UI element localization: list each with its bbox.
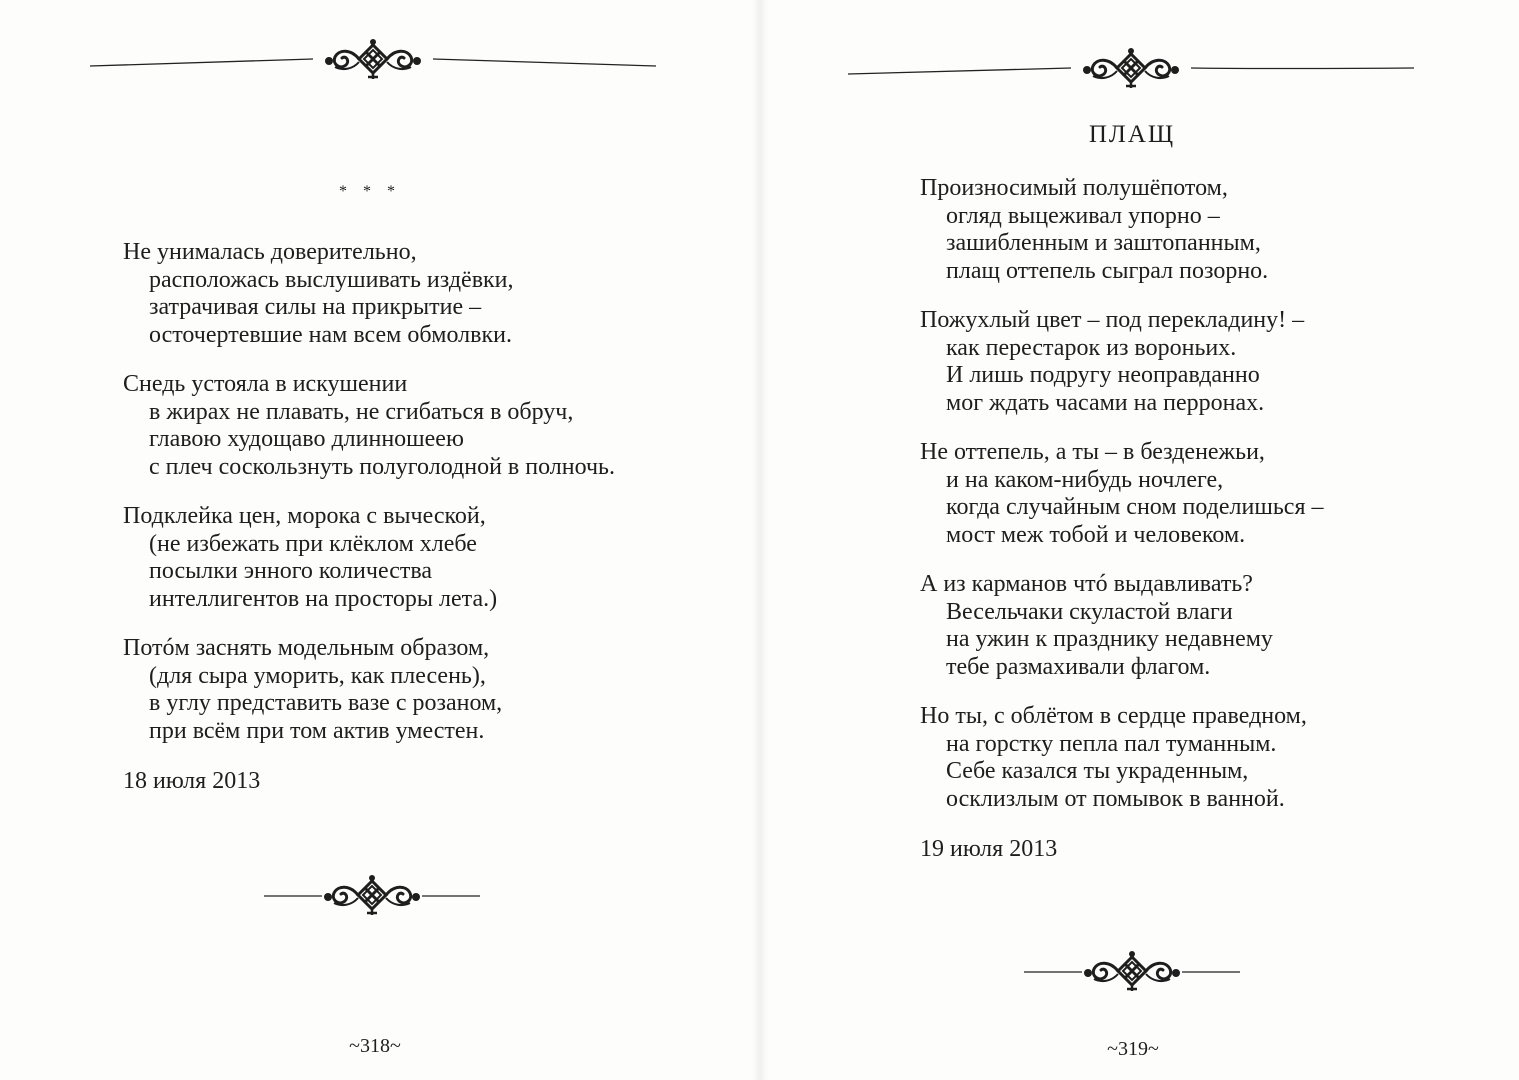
poem-line: (не избежать при клёклом хлебе [149, 530, 477, 557]
poem-line: Себе казался ты украденным, [946, 758, 1249, 784]
poem-line: Произносимый полушёпотом, [920, 175, 1228, 201]
page-number: ~318~ [349, 1035, 401, 1057]
poem-line: при всём при том актив уместен. [149, 717, 485, 744]
top-ornament-icon [846, 44, 1416, 94]
poem-line: расположась выслушивать издёвки, [149, 266, 514, 293]
poem-line: мост меж тобой и человеком. [946, 521, 1246, 548]
stanza [123, 239, 615, 349]
poem-line: когда случайным сном поделишься – [946, 494, 1324, 520]
left-poem [123, 239, 615, 795]
poem-line: с плеч соскользнуть полуголодной в полночь. [149, 453, 615, 480]
stanza [123, 503, 615, 613]
poem-line: плащ оттепель сыграл позорно. [946, 257, 1269, 284]
poem-line: как перестарок из вороньих. [946, 334, 1237, 361]
stanza [920, 439, 1323, 549]
stanza [920, 175, 1323, 285]
right-poem [920, 175, 1323, 863]
bottom-ornament-icon [1022, 950, 1242, 994]
poem-line: и на каком-нибудь ночлеге, [946, 466, 1224, 493]
poem-date: 18 июля 2013 [123, 768, 261, 794]
stanza [123, 371, 615, 481]
poem-line: (для сыра уморить, как плесень), [149, 662, 486, 689]
stanza [123, 635, 615, 745]
poem-line: Снедь устояла в искушении [123, 371, 408, 397]
page-number: ~319~ [1107, 1038, 1159, 1060]
poem-line: в углу представить вазе с розаном, [149, 690, 503, 716]
top-ornament-icon [88, 34, 658, 84]
poem-line: Не оттепель, а ты – в безденежьи, [920, 439, 1265, 465]
poem-line: мог ждать часами на перронах. [946, 389, 1265, 416]
poem-line: на ужин к празднику недавнему [946, 626, 1273, 652]
poem-line: затрачивая силы на прикрытие – [149, 294, 482, 320]
right-page [760, 0, 1519, 1080]
poem-line: Весельчаки скуластой влаги [946, 598, 1233, 625]
stanza [920, 703, 1323, 813]
poem-line: Но ты, с облётом в сердце праведном, [920, 703, 1307, 729]
poem-line: в жирах не плавать, не сгибаться в обруч, [149, 398, 574, 425]
stanza [920, 307, 1323, 417]
poem-line: И лишь подругу неоправданно [946, 362, 1260, 388]
poem-line: зашибленным и заштопанным, [946, 230, 1261, 256]
poem-title: ПЛАЩ [1088, 121, 1176, 148]
poem-line: огляд выцеживал упорно – [946, 202, 1220, 229]
bottom-ornament-icon [262, 874, 482, 918]
poem-line: осклизлым от помывок в ванной. [946, 785, 1285, 812]
poem-line: посылки энного количества [149, 558, 433, 584]
poem-date: 19 июля 2013 [920, 836, 1058, 862]
poem-line: интеллигентов на просторы лета.) [149, 585, 498, 612]
poem-line: главою худощаво длинношеею [149, 426, 464, 452]
separator-stars: * * * [339, 183, 401, 200]
left-page [0, 0, 759, 1080]
poem-line: Подклейка цен, морока с выческой, [123, 503, 486, 529]
poem-line: А из карманов чтó выдавливать? [920, 571, 1253, 597]
poem-line: осточертевшие нам всем обмолвки. [149, 321, 512, 348]
poem-line: тебе размахивали флагом. [946, 653, 1211, 680]
poem-line: Пожухлый цвет – под перекладину! – [920, 307, 1305, 333]
stanza [920, 571, 1323, 681]
poem-line: на горстку пепла пал туманным. [946, 730, 1277, 757]
poem-line: Не унималась доверительно, [123, 239, 417, 265]
poem-line: Потóм заснять модельным образом, [123, 635, 490, 661]
